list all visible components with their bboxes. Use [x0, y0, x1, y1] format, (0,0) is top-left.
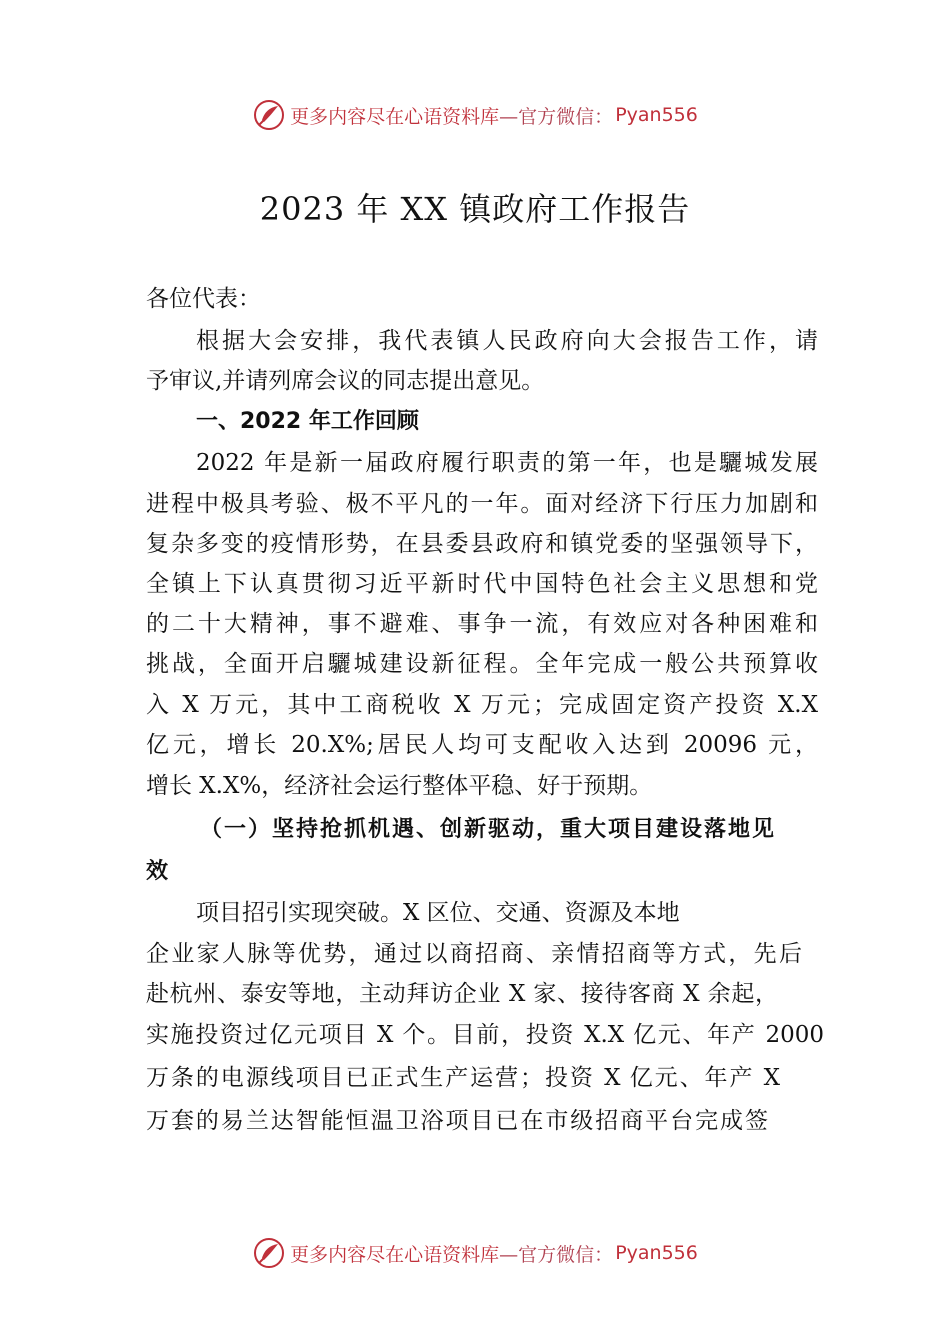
paragraph-line: 的二十大精神，事不避难、事争一流，有效应对各种困难和 — [146, 611, 818, 637]
section-heading: 一、2022 年工作回顾 — [196, 409, 419, 434]
watermark-header — [0, 95, 950, 135]
paragraph-line: 项目招引实现突破。X 区位、交通、资源及本地 — [196, 900, 680, 926]
paragraph-line: 2022 年是新一届政府履行职责的第一年，也是驪城发展 — [196, 450, 818, 476]
paragraph-line: 增长 X.X%，经济社会运行整体平稳、好于预期。 — [146, 773, 653, 799]
paragraph-line: 亿元，增长 20.X%;居民人均可支配收入达到 20096 元， — [146, 732, 818, 758]
watermark-wechat-id: Pyan556 — [615, 104, 698, 126]
paragraph-line: 万条的电源线项目已正式生产运营；投资 X 亿元、年产 X — [146, 1065, 780, 1091]
logo-icon — [252, 98, 286, 132]
salutation: 各位代表： — [146, 286, 261, 312]
paragraph-line: 入 X 万元，其中工商税收 X 万元；完成固定资产投资 X.X — [146, 692, 818, 718]
paragraph-line: 予审议,并请列席会议的同志提出意见。 — [146, 368, 545, 394]
paragraph-line: 挑战，全面开启驪城建设新征程。全年完成一般公共预算收 — [146, 651, 818, 677]
paragraph-line: 复杂多变的疫情形势，在县委县政府和镇党委的坚强领导下， — [146, 531, 818, 557]
watermark-separator-text: —官方微信： — [499, 105, 614, 128]
subsection-heading: （一）坚持抢抓机遇、创新驱动，重大项目建设落地见 — [200, 816, 774, 842]
paragraph-line: 进程中极具考验、极不平凡的一年。面对经济下行压力加剧和 — [146, 491, 818, 517]
paragraph-line: 赴杭州、泰安等地，主动拜访企业 X 家、接待客商 X 余起， — [146, 981, 778, 1007]
logo-icon — [252, 1236, 286, 1270]
document-title: 2023 年 XX 镇政府工作报告 — [259, 190, 691, 228]
paragraph-line: 万套的易兰达智能恒温卫浴项目已在市级招商平台完成签 — [146, 1108, 768, 1134]
paragraph-line: 全镇上下认真贯彻习近平新时代中国特色社会主义思想和党 — [146, 571, 818, 597]
watermark-main-text: 更多内容尽在心语资料库 — [290, 105, 500, 128]
watermark-wechat-id: Pyan556 — [615, 1242, 698, 1264]
subsection-heading-continued: 效 — [146, 858, 169, 884]
paragraph-line: 实施投资过亿元项目 X 个。目前，投资 X.X 亿元、年产 2000 — [146, 1022, 824, 1048]
watermark-main-text: 更多内容尽在心语资料库 — [290, 1243, 500, 1266]
paragraph-line: 根据大会安排，我代表镇人民政府向大会报告工作，请 — [196, 328, 818, 354]
watermark-footer — [0, 1233, 950, 1273]
paragraph-line: 企业家人脉等优势，通过以商招商、亲情招商等方式，先后 — [146, 941, 802, 967]
watermark-separator-text: —官方微信： — [499, 1243, 614, 1266]
